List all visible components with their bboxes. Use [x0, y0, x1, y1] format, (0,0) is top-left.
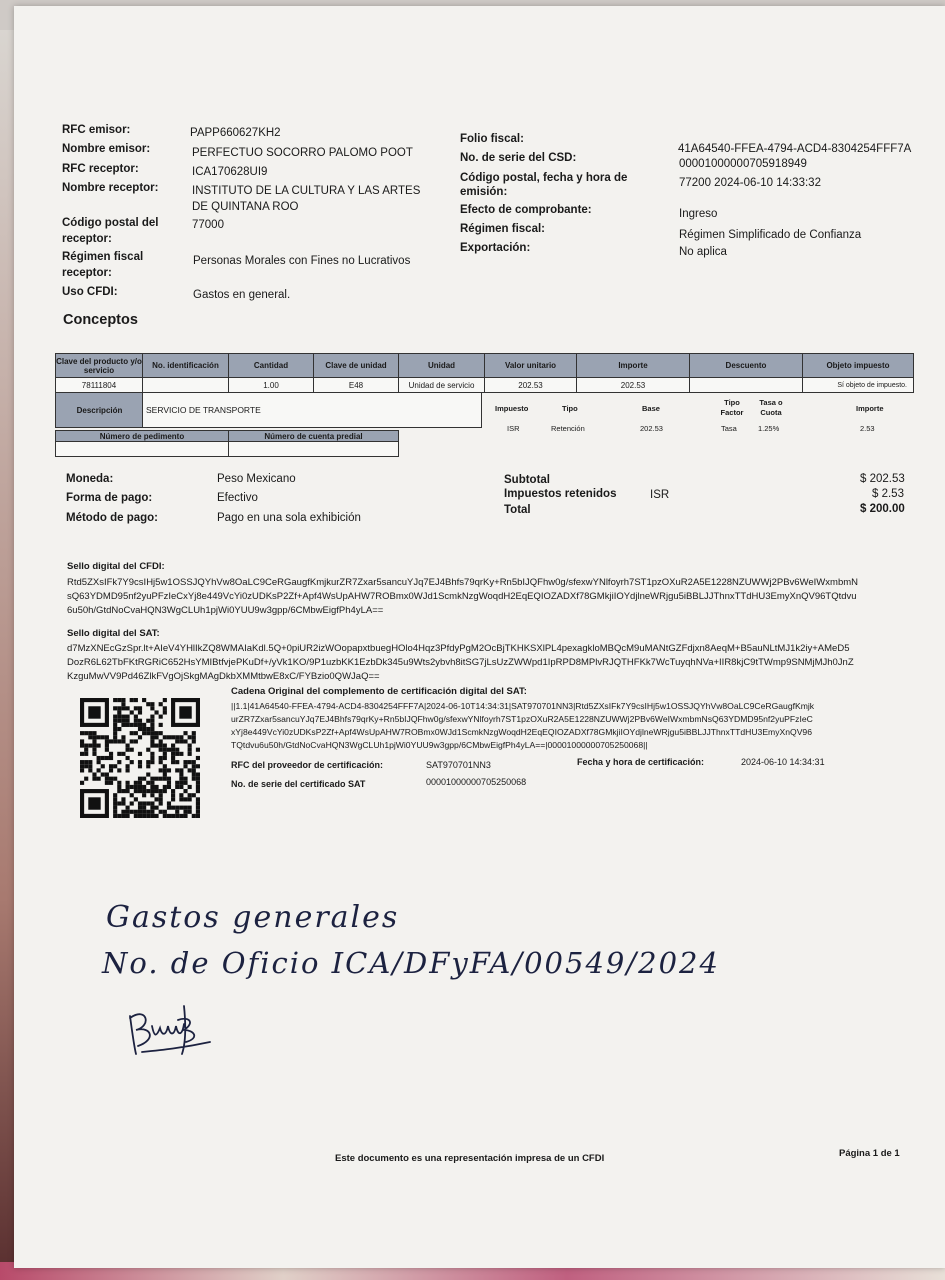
fecha-cert: 2024-06-10 14:34:31: [741, 757, 825, 767]
efecto-label: Efecto de comprobante:: [460, 204, 592, 216]
signature: [122, 996, 217, 1066]
regimen: Régimen Simplificado de Confianza: [679, 229, 862, 241]
cp-receptor-label-2: receptor:: [62, 233, 112, 245]
invoice-page: [14, 6, 945, 1268]
pedimento-label: Número de pedimento: [55, 430, 229, 442]
total: $ 200.00: [860, 503, 905, 515]
serie-sat-label: No. de serie del certificado SAT: [231, 779, 366, 789]
imp-td-importe: 2.53: [860, 424, 875, 433]
cadena-label: Cadena Original del complemento de certificación digital del SAT:: [231, 686, 527, 697]
th-clave-producto: Clave del producto y/o servicio: [55, 353, 143, 378]
th-clave-unidad: Clave de unidad: [313, 353, 399, 378]
exportacion: No aplica: [679, 246, 727, 258]
th-objeto-impuesto: Objeto impuesto: [802, 353, 914, 378]
nombre-emisor-label: Nombre emisor:: [62, 143, 151, 155]
forma-pago-label: Forma de pago:: [66, 492, 153, 504]
td-clave-producto: 78111804: [55, 377, 143, 393]
footer-pagina: Página 1 de 1: [839, 1148, 900, 1159]
td-clave-unidad: E48: [313, 377, 399, 393]
uso-cfdi: Gastos en general.: [193, 289, 291, 301]
nombre-emisor: PERFECTUO SOCORRO PALOMO POOT: [192, 147, 413, 159]
td-importe: 202.53: [576, 377, 690, 393]
cadena-line3: xYj8e449VcYi0zUDKsP2Zf+Apf4WsUpAHW7ROBmx0WJd1ScmkNzgWoqdH2EqEQIOZADXf78GMkjiIOYdjlneWRjgu5iBBLJJThnxTTdHU3EmyXnQV96: [231, 727, 812, 737]
sello-cfdi: [67, 576, 927, 618]
efecto: Ingreso: [679, 208, 718, 220]
cuenta-predial-value: [228, 441, 399, 457]
descripcion-label: Descripción: [55, 392, 143, 428]
retenidos: $ 2.53: [872, 488, 904, 500]
total-label: Total: [504, 504, 531, 516]
regimen-receptor: Personas Morales con Fines no Lucrativos: [193, 255, 411, 267]
conceptos-title: Conceptos: [63, 312, 138, 328]
imp-th-impuesto: Impuesto: [495, 404, 529, 413]
th-descuento: Descuento: [689, 353, 803, 378]
rfc-emisor: PAPP660627KH2: [190, 127, 281, 139]
descripcion: SERVICIO DE TRANSPORTE: [142, 392, 482, 428]
pedimento-value: [55, 441, 229, 457]
imp-th-tasa-cuota: Tasa o Cuota: [759, 398, 783, 417]
metodo-pago: Pago en una sola exhibición: [217, 512, 361, 524]
qr-code: [80, 698, 200, 818]
th-importe: Importe: [576, 353, 690, 378]
th-no-identificacion: No. identificación: [142, 353, 229, 378]
folio: 41A64540-FFEA-4794-ACD4-8304254FFF7A: [678, 143, 912, 155]
imp-th-tipo: Tipo: [562, 404, 578, 413]
metodo-pago-label: Método de pago:: [66, 512, 158, 524]
td-cantidad: 1.00: [228, 377, 314, 393]
sello-sat-label: Sello digital del SAT:: [67, 628, 160, 639]
cadena-line2: urZR7Zxar5sancuYJq7EJ4Bhfs79qrKy+Rn5bIJQFhw0g/sfexwYNlfoyrh7ST1pzOXuR2A5E1228NZUWWj2PBv6WeIWxmbmNsQ63YDMD95nf2yuPFzIeC: [231, 714, 813, 724]
td-valor-unitario: 202.53: [484, 377, 577, 393]
regimen-receptor-label-1: Régimen fiscal: [62, 251, 144, 263]
sello-sat-line2: DozR6L62TbFKtRGRiC652HsYMIBtfvjePKuDf+/yVk1KO/9P1uzbKK1EzbDk345u9Wts2ybvh8itSG7jLsUzZWWpd1IpRPD8MPlvRJQTHFKk7WcTuyqhNVa+IIR8kjC9tTWmp9SNMjMJh0JnZ: [67, 657, 854, 668]
footer-leyenda: Este documento es una representación impresa de un CFDI: [335, 1153, 605, 1164]
nombre-receptor-line2: DE QUINTANA ROO: [192, 201, 299, 213]
serie-sat: 00001000000705250068: [426, 777, 527, 787]
imp-th-base: Base: [642, 404, 660, 413]
sello-sat: [67, 642, 927, 684]
imp-td-tipo: Retención: [551, 424, 585, 433]
cp-receptor: 77000: [192, 219, 224, 231]
sello-cfdi-line2: sQ63YDMD95nf2yuPFzIeCxYj8e449VcYi0zUDKsP2Zf+Apf4WsUpAHW7ROBmx0WJd1ScmkNzgWoqdH2EqEQIOZADXf78GMkjiIOYdjlneWRjgu5iBBLJJThnxTTdHU3EmyXnQV96TQtdvu: [67, 591, 857, 602]
cadena-line4: TQtdvu6u50h/GtdNoCvaHQN3WgCLUh1pjWi0YUU9w3gpp/6CMbwEigfPh4yLA==|00001000000705250068||: [231, 740, 648, 750]
retenidos-tipo: ISR: [650, 489, 670, 501]
sello-sat-line3: KzguMwVV9Pd46ZlkFVgOjSkgMAgDkbXMMtbwE8xC/FYBzio0QWJaQ==: [67, 671, 380, 682]
rfc-emisor-label: RFC emisor:: [62, 124, 131, 136]
rfc-receptor: ICA170628UI9: [192, 166, 268, 178]
imp-th-importe: Importe: [856, 404, 884, 413]
imp-td-tipo-factor: Tasa: [721, 424, 737, 433]
uso-cfdi-label: Uso CFDI:: [62, 286, 118, 298]
handwritten-note-2: No. de Oficio ICA/DFyFA/00549/2024: [102, 946, 720, 980]
cadena-original: [231, 700, 921, 752]
sello-cfdi-line3: 6u50h/GtdNoCvaHQN3WgCLUh1pjWi0YUU9w3gpp/6CMbwEigfPh4yLA==: [67, 605, 384, 616]
subtotal: $ 202.53: [860, 473, 905, 485]
td-no-identificacion: [142, 377, 229, 393]
nombre-receptor-label: Nombre receptor:: [62, 182, 159, 194]
rfc-receptor-label: RFC receptor:: [62, 163, 139, 175]
cp-fecha-label-1: Código postal, fecha y hora de: [460, 172, 628, 184]
th-valor-unitario: Valor unitario: [484, 353, 577, 378]
folio-label: Folio fiscal:: [460, 133, 524, 145]
cp-receptor-label-1: Código postal del: [62, 217, 159, 229]
imp-td-base: 202.53: [640, 424, 663, 433]
forma-pago: Efectivo: [217, 492, 258, 504]
th-cantidad: Cantidad: [228, 353, 314, 378]
td-unidad: Unidad de servicio: [398, 377, 485, 393]
moneda-label: Moneda:: [66, 473, 114, 485]
rfc-proveedor-label: RFC del proveedor de certificación:: [231, 760, 384, 770]
regimen-receptor-label-2: receptor:: [62, 267, 112, 279]
cp-fecha-label-2: emisión:: [460, 186, 508, 198]
imp-td-impuesto: ISR: [507, 424, 520, 433]
imp-td-tasa: 1.25%: [758, 424, 780, 433]
sello-cfdi-label: Sello digital del CFDI:: [67, 561, 165, 572]
handwritten-note-1: Gastos generales: [106, 900, 400, 935]
td-objeto-impuesto: Sí objeto de impuesto.: [802, 377, 914, 393]
subtotal-label: Subtotal: [504, 474, 550, 486]
serie-csd: 00001000000705918949: [679, 158, 807, 170]
moneda: Peso Mexicano: [217, 473, 296, 485]
sello-cfdi-line1: Rtd5ZXsIFk7Y9csIHj5w1OSSJQYhVw8OaLC9CeRGaugfKmjkurZR7Zxar5sancuYJq7EJ4Bhfs79qrKy+Rn5bIJQFhw0g/sfexwYNlfoyrh7ST1pzOXuR2A5E1228NZUWWj2PBv6WeIWxmbmN: [67, 577, 858, 588]
td-descuento: [689, 377, 803, 393]
sello-sat-line1: d7MzXNEcGzSpr.lt+AIeV4YHlIkZQ8WMAIaKdl.5Q+0piUR2izWOopapxtbuegHOlo4Hqz3PfdyPgM2OcBjTKHKSXlPL4pexagkloMBQcM9uMANtGZFdjxn8AeqM+B5auNLtMJ1k2iy+AMeD5: [67, 643, 850, 654]
imp-th-tipo-factor: Tipo Factor: [720, 398, 744, 417]
rfc-proveedor: SAT970701NN3: [426, 760, 491, 770]
fecha-cert-label: Fecha y hora de certificación:: [577, 757, 705, 767]
cuenta-predial-label: Número de cuenta predial: [228, 430, 399, 442]
retenidos-label: Impuestos retenidos: [504, 488, 617, 500]
th-unidad: Unidad: [398, 353, 485, 378]
serie-csd-label: No. de serie del CSD:: [460, 152, 577, 164]
regimen-label: Régimen fiscal:: [460, 223, 545, 235]
exportacion-label: Exportación:: [460, 242, 531, 254]
nombre-receptor-line1: INSTITUTO DE LA CULTURA Y LAS ARTES: [192, 185, 421, 197]
cp-fecha: 77200 2024-06-10 14:33:32: [679, 177, 821, 189]
cadena-line1: ||1.1|41A64540-FFEA-4794-ACD4-8304254FFF7A|2024-06-10T14:34:31|SAT970701NN3|Rtd5ZXsIFk7Y9csIHj5w1OSSJQYhVw8OaLC9CeRGaugfKmjk: [231, 701, 815, 711]
